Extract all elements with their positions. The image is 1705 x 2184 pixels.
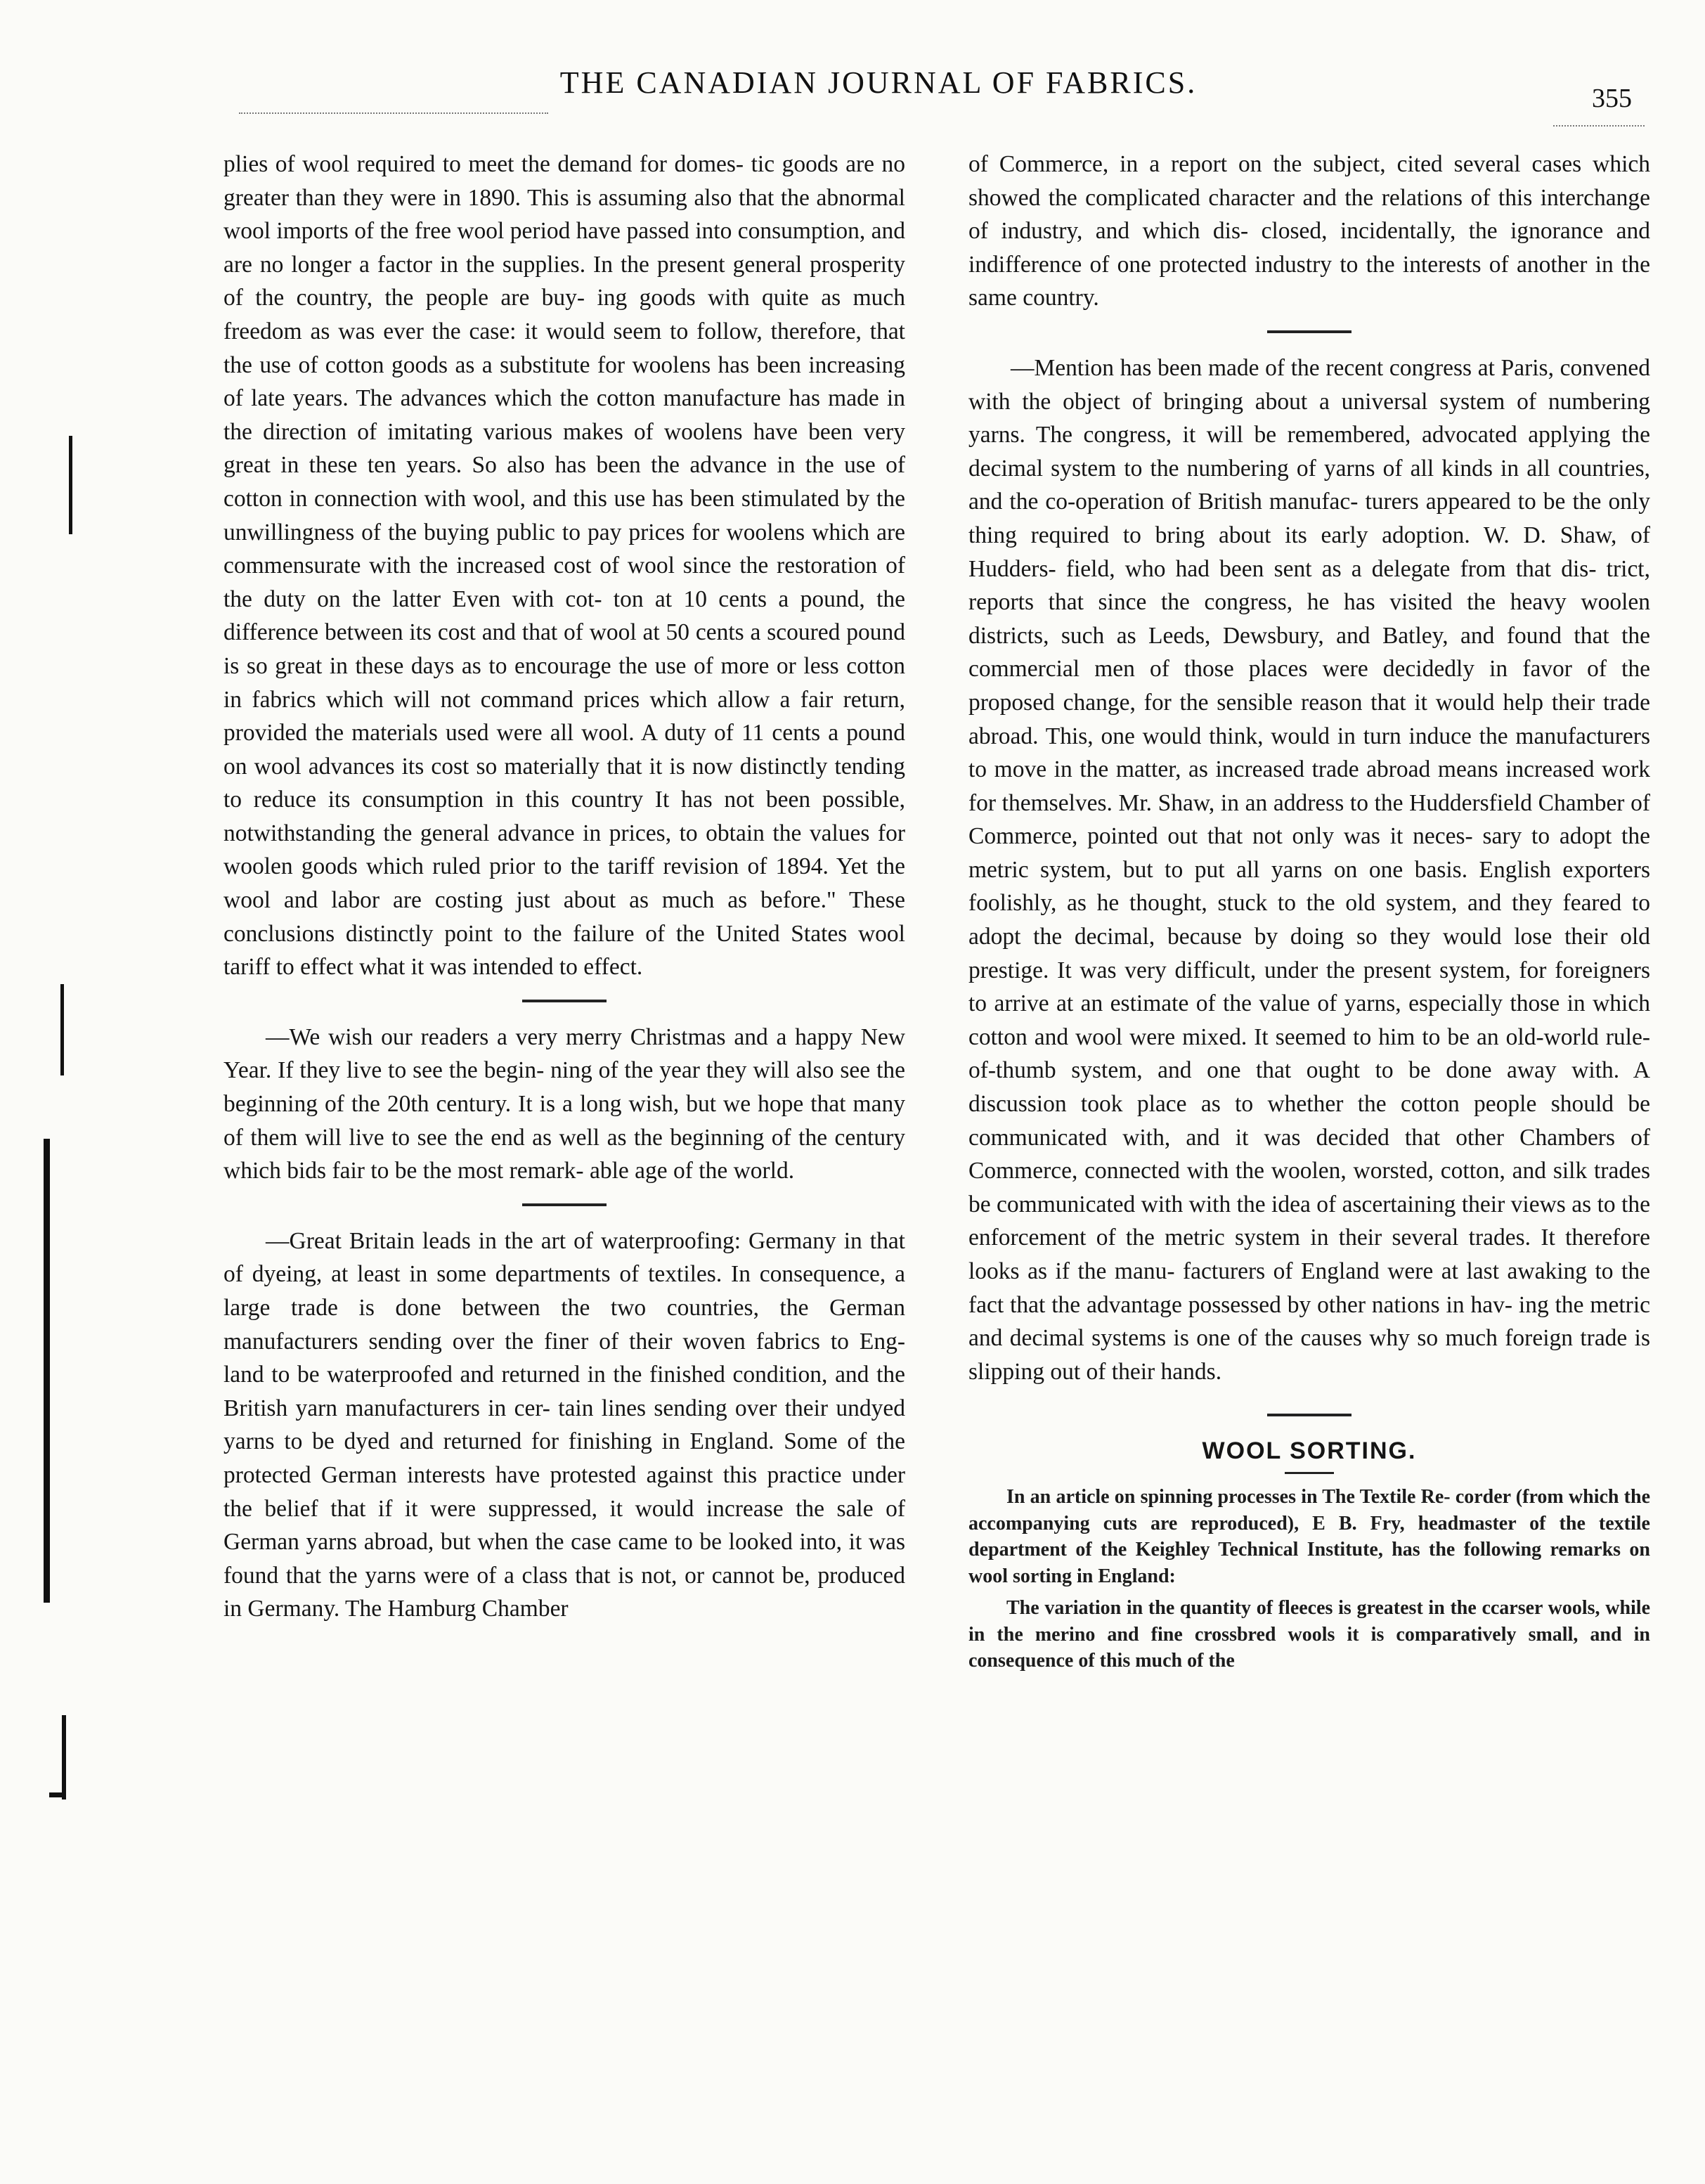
article-paragraph-christmas: —We wish our readers a very merry Christmas and a happy New Year. If they live to see the begin- ning of the year they will also see the beginning of the 20th century. It is a long wish, but we hope that many of them will live to see the end as well as the beginning of the century which bids fair to be the most remark- able age of the world.: [223, 1023, 905, 1184]
section-divider: [522, 1203, 607, 1206]
article-title-wool-sorting: WOOL SORTING.: [1202, 1437, 1417, 1465]
article-paragraph-yarn-numbering: —Mention has been made of the recent congress at Paris, convened with the object of bringing about a universal system of numbering yarns. The congress, it will be remembered, advocated applying the decimal system to the numbering of yarns of all kinds in all countries, and the co-operation of British manufac- turers appeared to be the only thing required to bring about its early adoption. W. D. Shaw, of Hudders- field, who had been sent as a delegate from that dis- trict, reports that since the congress, he has visited the heavy woolen districts, such as Leeds, Dewsbury, and Batley, and found that the commercial men of those places were decidedly in favor of the proposed change, for the sensible reason that it would help their trade abroad. This, one would think, would in turn induce the manufacturers to move in the matter, as increased trade abroad means increased work for themselves. Mr. Shaw, in an address to the Huddersfield Chamber of Commerce, pointed out that not only was it neces- sary to adopt the metric system, but to put all yarns on one basis. English exporters foolishly, as he thought, stuck to the old system, and they feared to adopt the decimal, because by doing so they would lose their old prestige. It was very difficult, under the present system, for foreigners to arrive at an estimate of the value of yarns, especially those in which cotton and wool were mixed. It seemed to him to be an old-world rule-of-thumb system, and one that ought to be done away with. A discussion took place as to whether the cotton people should be communicated with, and it was decided that other Chambers of Commerce, connected with the woolen, worsted, cotton, and silk trades be communicated with with the idea of ascertaining their views as to the enforcement of the metric system in their several trades. It therefore looks as if the manu- facturers of England were at last awaking to the fact that the advantage possessed by other nations in hav- ing the metric and decimal systems is one of the causes why so much foreign trade is slipping out of their hands.: [968, 354, 1650, 1385]
section-divider: [522, 1000, 607, 1002]
wool-sorting-intro: In an article on spinning processes in The Textile Re- corder (from which the accompanying cuts are reproduced), E B. Fry, headmaster of the textile department of the Keighley Technical Institute, has the following remarks on wool sorting in England:: [968, 1486, 1650, 1587]
header-rule-left: [239, 112, 548, 114]
title-underline: [1285, 1472, 1334, 1474]
article-paragraph-hamburg-chamber: of Commerce, in a report on the subject, cited several cases which showed the complicated character and the relations of this interchange of industry, and which dis- closed, incidentally, the ignorance and indifference of one protected industry to the interests of another in the same country.: [968, 151, 1650, 311]
margin-scan-mark: [69, 436, 72, 534]
journal-title: THE CANADIAN JOURNAL OF FABRICS.: [559, 65, 1198, 100]
margin-scan-mark: [62, 1715, 66, 1799]
margin-scan-mark: [44, 1139, 50, 1603]
margin-scan-mark: [49, 1792, 65, 1797]
section-divider: [1267, 330, 1351, 333]
header-rule-right: [1553, 125, 1645, 127]
article-paragraph-waterproofing: —Great Britain leads in the art of waterproofing: Germany in that of dyeing, at least in some departments of textiles. In consequence, a large trade is done between the two countries, the German manufacturers sending over the finer of their woven fabrics to Eng- land to be waterproofed and returned in the finished condition, and the British yarn manufacturers in cer- tain lines sending over their undyed yarns to be dyed and returned for finishing in England. Some of the protected German interests have protested against this practice under the belief that if it were suppressed, it would increase the sale of German yarns abroad, but when the case came to be looked into, it was found that the yarns were of a class that is not, or cannot be, produced in Germany. The Hamburg Chamber: [223, 1227, 905, 1622]
right-column: [968, 148, 1650, 1674]
wool-sorting-body: The variation in the quantity of fleeces is greatest in the ccarser wools, while in the merino and fine crossbred wools it is comparatively small, and in consequence of this much of the: [968, 1597, 1650, 1672]
section-divider: [1267, 1414, 1351, 1416]
page-number: 355: [1592, 84, 1632, 113]
margin-scan-mark: [60, 984, 64, 1075]
article-paragraph-wool-tariff: plies of wool required to meet the demand for domes- tic goods are no greater than they were in 1890. This is assuming also that the abnormal wool imports of the free wool period have passed into consumption, and are no longer a factor in the supplies. In the present general prosperity of the country, the people are buy- ing goods with quite as much freedom as was ever the case: it would seem to follow, therefore, that the use of cotton goods as a substitute for woolens has been increasing of late years. The advances which the cotton manufacture has made in the direction of imitating various makes of woolens have been very great in these ten years. So also has been the advance in the use of cotton in connection with wool, and this use has been stimulated by the unwillingness of the buying public to pay prices for woolens which are commensurate with the increased cost of wool since the restoration of the duty on the latter Even with cot- ton at 10 cents a pound, the difference between its cost and that of wool at 50 cents a scoured pound is so great in these days as to encourage the use of more or less cotton in fabrics which will not command prices which allow a fair return, provided the materials used were all wool. A duty of 11 cents a pound on wool advances its cost so materially that it is now distinctly tending to reduce its consumption in this country It has not been possible, notwithstanding the general advance in prices, to obtain the values for woolen goods which ruled prior to the tariff revision of 1894. Yet the wool and labor are costing just about as much as before." These conclusions distinctly point to the failure of the United States wool tariff to effect what it was intended to effect.: [223, 151, 905, 981]
left-column: [223, 148, 905, 1626]
